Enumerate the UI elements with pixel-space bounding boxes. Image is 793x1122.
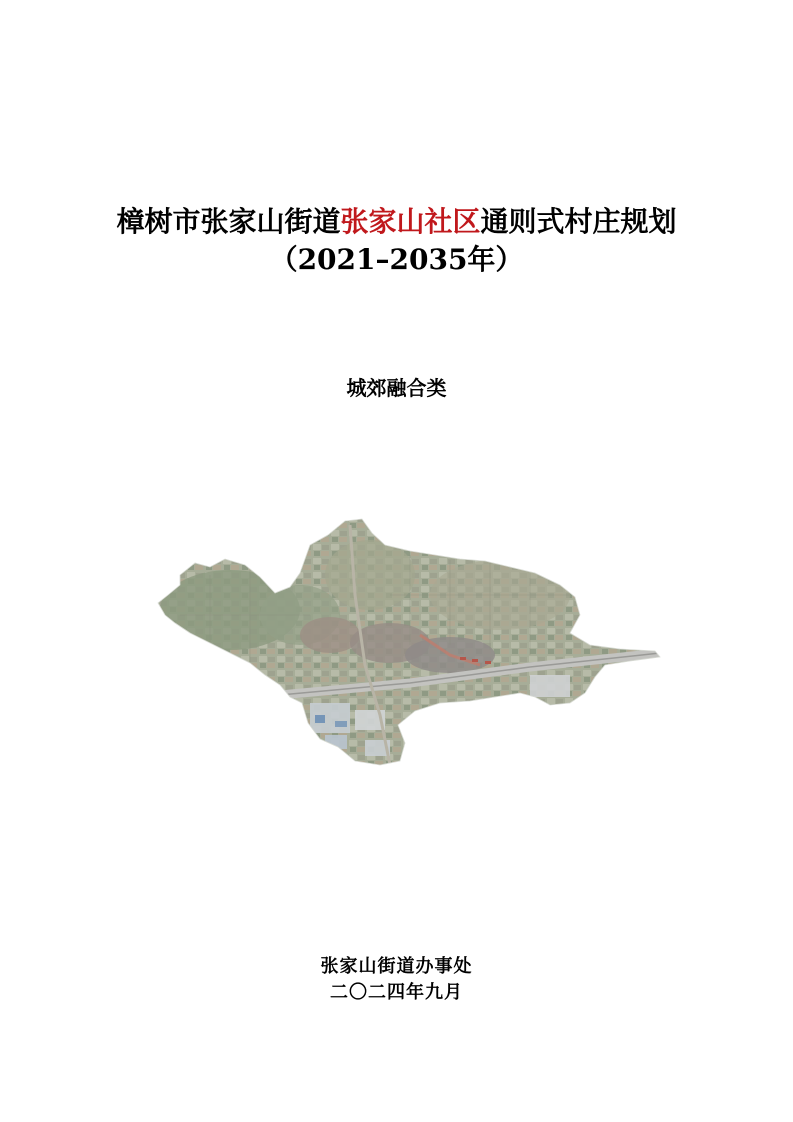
title-prefix: 樟树市张家山街道 — [116, 205, 341, 238]
title-highlight: 张家山社区 — [340, 205, 481, 238]
title-suffix: 通则式村庄规划 — [480, 205, 677, 238]
satellite-map-icon — [150, 515, 665, 775]
village-category: 城郊融合类 — [346, 376, 447, 400]
satellite-map-image — [150, 515, 665, 775]
issue-date: 二〇二四年九月 — [330, 982, 463, 1003]
issuer-name: 张家山街道办事处 — [320, 956, 473, 977]
title-period: （2021–2035年） — [269, 243, 524, 276]
cover-title — [0, 200, 793, 240]
